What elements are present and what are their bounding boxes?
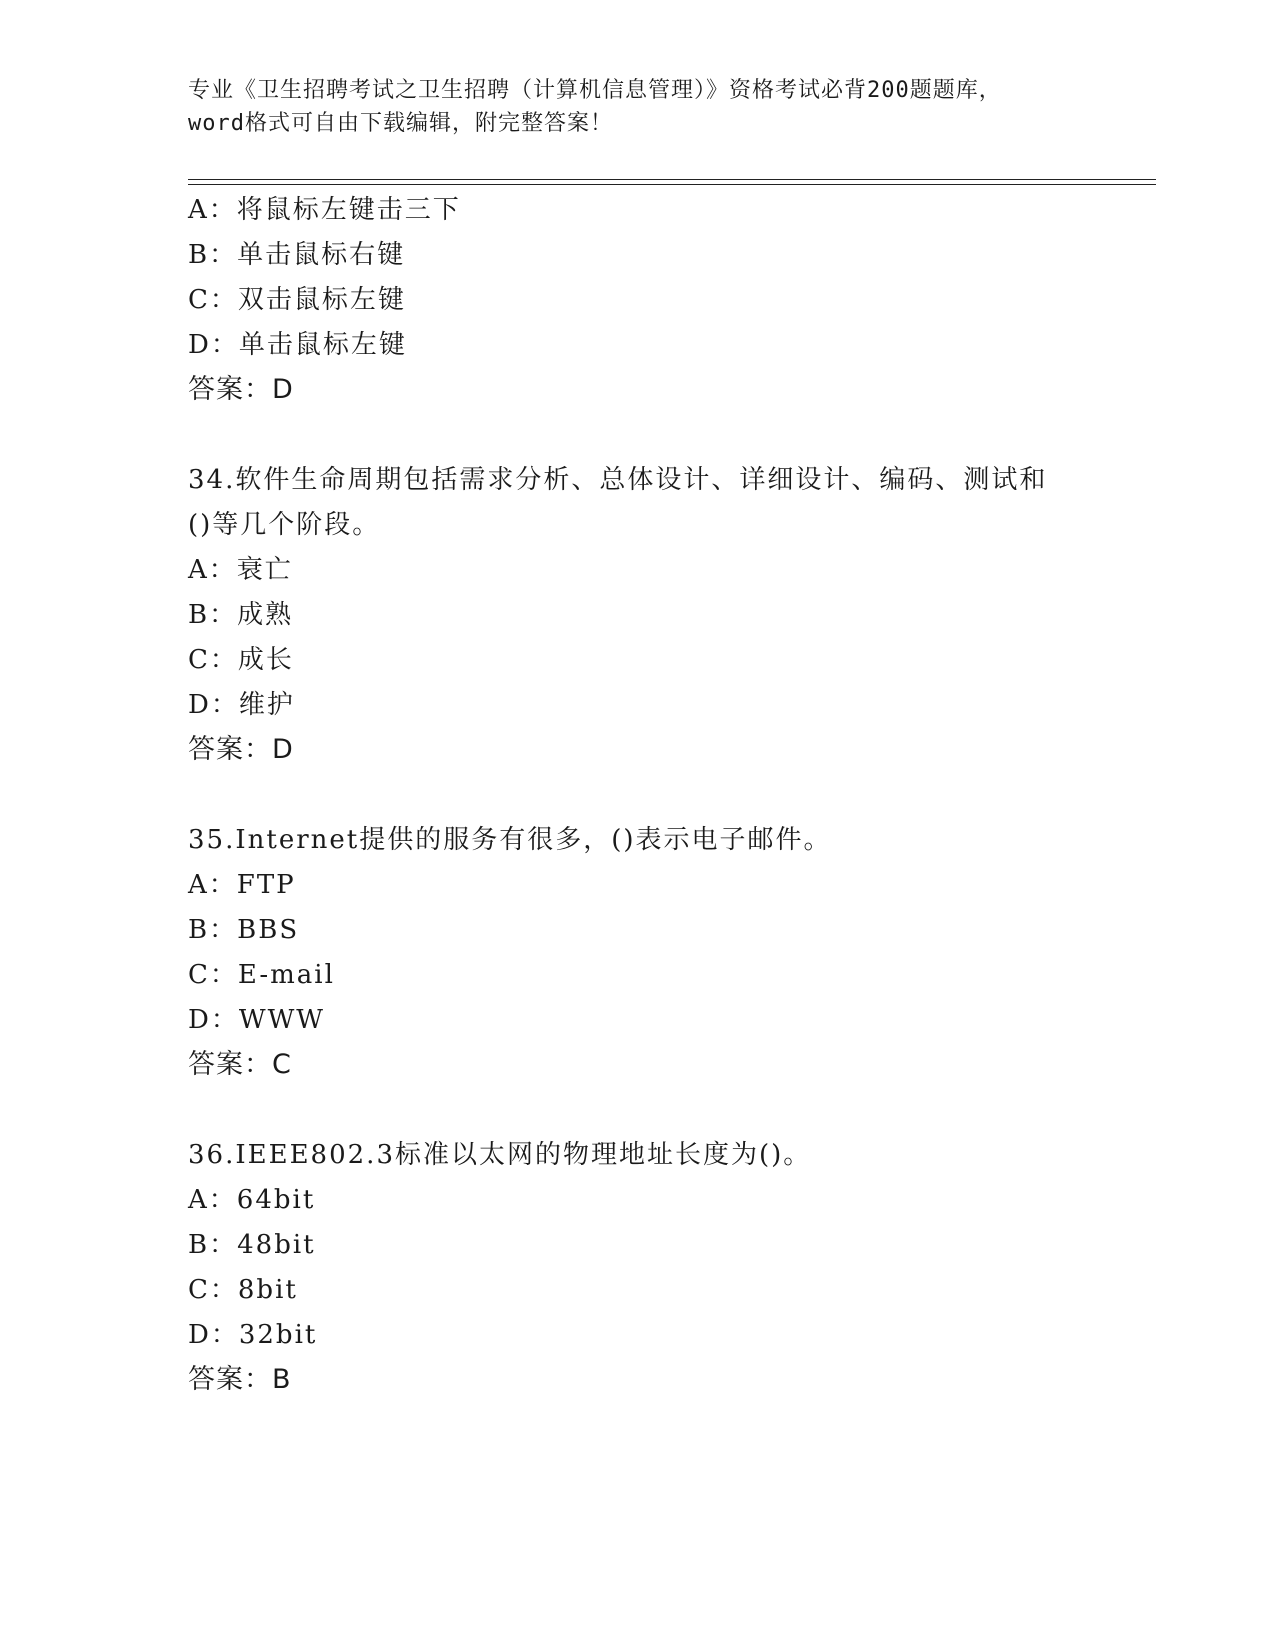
prev-option-d: D：单击鼠标左键 xyxy=(188,330,407,360)
q35-option-c: C：E-mail xyxy=(188,960,335,990)
q35-stem: 35.Internet提供的服务有很多，()表示电子邮件。 xyxy=(188,825,832,855)
header-title-line-2: word格式可自由下载编辑，附完整答案！ xyxy=(188,111,613,136)
q35-option-a: A：FTP xyxy=(188,870,296,900)
prev-option-c: C：双击鼠标左键 xyxy=(188,285,406,315)
q36-option-b: B：48bit xyxy=(188,1230,316,1260)
q34-stem-line-2: ()等几个阶段。 xyxy=(188,510,381,540)
document-header xyxy=(188,74,1088,140)
q35-option-d: D：WWW xyxy=(188,1005,326,1035)
prev-answer: 答案：D xyxy=(188,374,294,405)
q35-option-b: B：BBS xyxy=(188,915,300,945)
q35-answer: 答案：C xyxy=(188,1049,292,1080)
q34-stem-line-1: 34.软件生命周期包括需求分析、总体设计、详细设计、编码、测试和 xyxy=(188,465,1048,495)
q36-option-c: C：8bit xyxy=(188,1275,298,1305)
q36-option-a: A：64bit xyxy=(188,1185,316,1215)
header-divider-top xyxy=(188,179,1156,180)
prev-option-b: B：单击鼠标右键 xyxy=(188,240,406,270)
q34-option-b: B：成熟 xyxy=(188,600,294,630)
q34-option-d: D：维护 xyxy=(188,690,295,720)
q34-answer: 答案：D xyxy=(188,734,294,765)
q36-answer: 答案：B xyxy=(188,1364,292,1395)
prev-option-a: A：将鼠标左键击三下 xyxy=(188,195,461,225)
header-divider-bottom xyxy=(188,184,1156,185)
q34-option-a: A：衰亡 xyxy=(188,555,293,585)
q34-option-c: C：成长 xyxy=(188,645,294,675)
q36-option-d: D：32bit xyxy=(188,1320,318,1350)
header-title-line-1: 专业《卫生招聘考试之卫生招聘（计算机信息管理）》资格考试必背200题题库， xyxy=(188,78,1002,103)
q36-stem: 36.IEEE802.3标准以太网的物理地址长度为()。 xyxy=(188,1140,812,1170)
